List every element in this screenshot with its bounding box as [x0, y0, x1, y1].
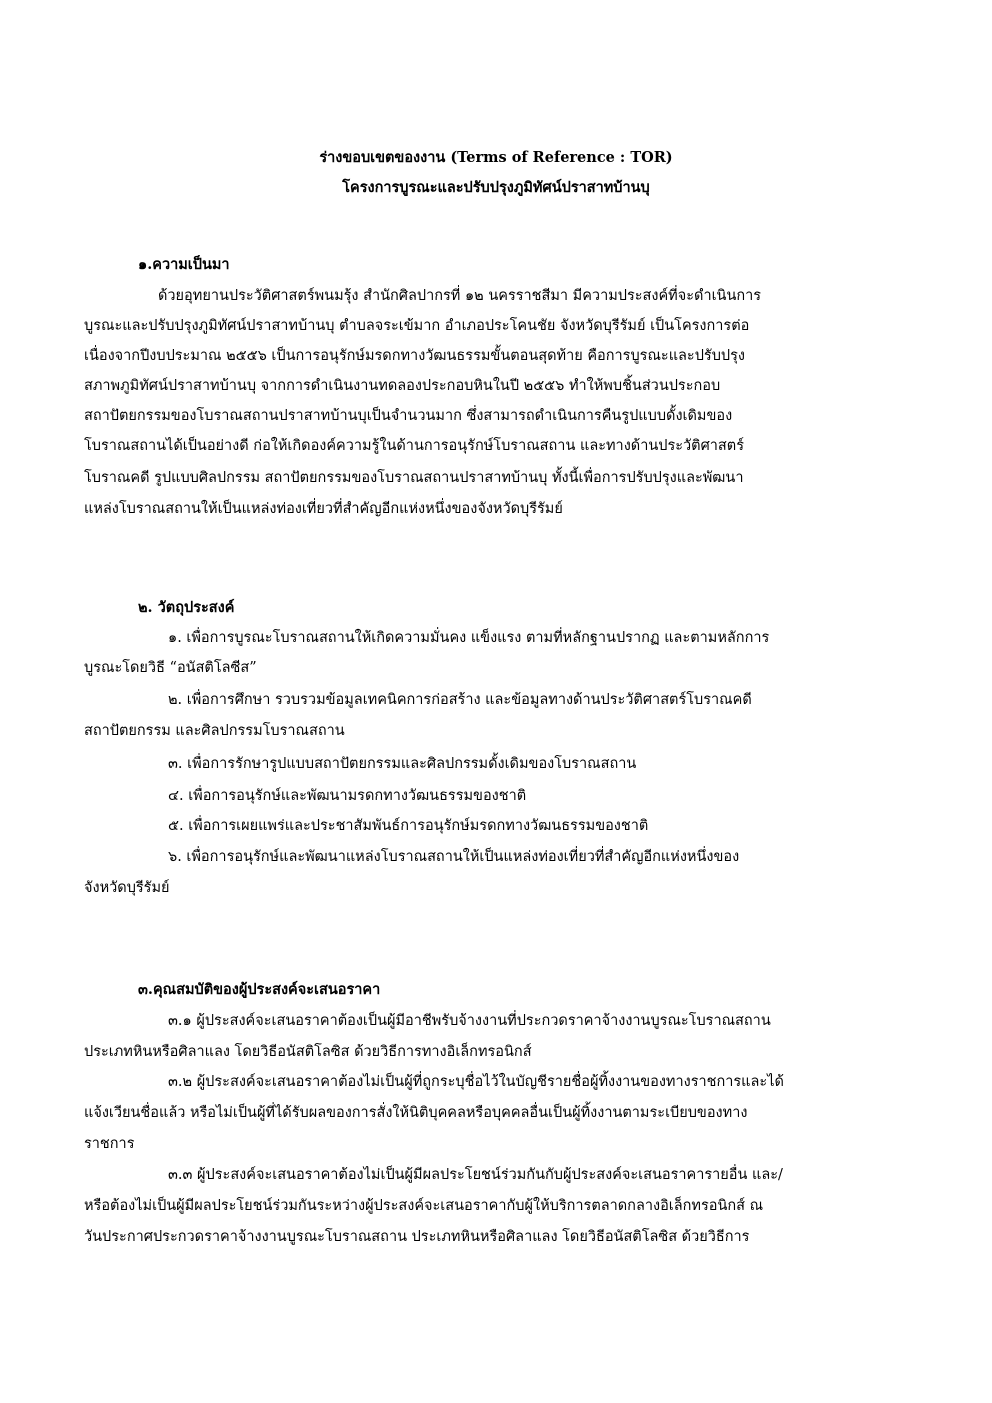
- qualification-item-continuation: วันประกาศประกวดราคาจ้างงานบูรณะโบราณสถาน ประเภทหินหรือศิลาแลง โดยวิธีอนัสติโลซิส ด้วยวิธีการ: [84, 1229, 750, 1245]
- section-1-paragraph-line: สภาพภูมิทัศน์ปราสาทบ้านบุ จากการดำเนินงานทดลองประกอบหินในปี ๒๕๕๖ ทำให้พบชิ้นส่วนประกอบ: [84, 378, 721, 394]
- qualification-item: ๓.๓ ผู้ประสงค์จะเสนอราคาต้องไม่เป็นผู้มีผลประโยชน์ร่วมกันกับผู้ประสงค์จะเสนอราคารายอื่น และ/: [168, 1167, 783, 1183]
- section-3-heading: ๓.คุณสมบัติของผู้ประสงค์จะเสนอราคา: [138, 981, 381, 998]
- section-1-paragraph-line: ด้วยอุทยานประวัติศาสตร์พนมรุ้ง สำนักศิลปากรที่ ๑๒ นครราชสีมา มีความประสงค์ที่จะดำเนินการ: [158, 288, 762, 304]
- objective-item-continuation: สถาปัตยกรรม และศิลปกรรมโบราณสถาน: [84, 723, 345, 739]
- objective-item: ๕. เพื่อการเผยแพร่และประชาสัมพันธ์การอนุรักษ์มรดกทางวัฒนธรรมของชาติ: [168, 818, 649, 834]
- section-1-heading: ๑.ความเป็นมา: [138, 256, 230, 273]
- qualification-item-continuation: หรือต้องไม่เป็นผู้มีผลประโยชน์ร่วมกันระหว่างผู้ประสงค์จะเสนอราคากับผู้ให้บริการตลาดกลางอิเล็กทรอนิกส์ ณ: [84, 1198, 764, 1214]
- section-1-paragraph-line: โบราณคดี รูปแบบศิลปกรรม สถาปัตยกรรมของโบราณสถานปราสาทบ้านบุ ทั้งนี้เพื่อการปรับปรุงและพัฒนา: [84, 470, 744, 486]
- objective-item: ๓. เพื่อการรักษารูปแบบสถาปัตยกรรมและศิลปกรรมดั้งเดิมของโบราณสถาน: [168, 756, 637, 772]
- document-subtitle: โครงการบูรณะและปรับปรุงภูมิทัศน์ปราสาทบ้านบุ: [342, 179, 650, 196]
- section-1-paragraph-line: โบราณสถานได้เป็นอย่างดี ก่อให้เกิดองค์ความรู้ในด้านการอนุรักษ์โบราณสถาน และทางด้านประวัติศาสตร์: [84, 438, 744, 454]
- objective-item-continuation: จังหวัดบุรีรัมย์: [84, 880, 170, 896]
- section-2-heading: ๒. วัตถุประสงค์: [138, 599, 235, 616]
- qualification-item-continuation: ประเภทหินหรือศิลาแลง โดยวิธีอนัสติโลซิส ด้วยวิธีการทางอิเล็กทรอนิกส์: [84, 1044, 532, 1060]
- section-1-paragraph-line: บูรณะและปรับปรุงภูมิทัศน์ปราสาทบ้านบุ ตำบลจระเข้มาก อำเภอประโคนชัย จังหวัดบุรีรัมย์ เป็นโครงการต่อ: [84, 318, 750, 334]
- objective-item: ๒. เพื่อการศึกษา รวบรวมข้อมูลเทคนิคการก่อสร้าง และข้อมูลทางด้านประวัติศาสตร์โบราณคดี: [168, 692, 752, 708]
- objective-item: ๑. เพื่อการบูรณะโบราณสถานให้เกิดความมั่นคง แข็งแรง ตามที่หลักฐานปรากฏ และตามหลักการ: [168, 630, 770, 646]
- qualification-item: ๓.๑ ผู้ประสงค์จะเสนอราคาต้องเป็นผู้มีอาชีพรับจ้างงานที่ประกวดราคาจ้างงานบูรณะโบราณสถาน: [168, 1013, 771, 1029]
- qualification-item-continuation: ราชการ: [84, 1136, 135, 1152]
- section-1-paragraph-line: เนื่องจากปีงบประมาณ ๒๕๕๖ เป็นการอนุรักษ์มรดกทางวัฒนธรรมขั้นตอนสุดท้าย คือการบูรณะและปรับปรุง: [84, 348, 745, 364]
- objective-item: ๖. เพื่อการอนุรักษ์และพัฒนาแหล่งโบราณสถานให้เป็นแหล่งท่องเที่ยวที่สำคัญอีกแห่งหนึ่งของ: [168, 849, 740, 865]
- document-title: ร่างขอบเขตของงาน (Terms of Reference : TOR): [319, 149, 673, 166]
- section-1-paragraph-line: แหล่งโบราณสถานให้เป็นแหล่งท่องเที่ยวที่สำคัญอีกแห่งหนึ่งของจังหวัดบุรีรัมย์: [84, 501, 563, 517]
- objective-item-continuation: บูรณะโดยวิธี “อนัสติโลซีส”: [84, 660, 257, 676]
- qualification-item-continuation: แจ้งเวียนชื่อแล้ว หรือไม่เป็นผู้ที่ได้รับผลของการสั่งให้นิติบุคคลหรือบุคคลอื่นเป็นผู้ทิ้งงานตามระเบียบของทาง: [84, 1105, 748, 1121]
- objective-item: ๔. เพื่อการอนุรักษ์และพัฒนามรดกทางวัฒนธรรมของชาติ: [168, 788, 527, 804]
- qualification-item: ๓.๒ ผู้ประสงค์จะเสนอราคาต้องไม่เป็นผู้ที่ถูกระบุชื่อไว้ในบัญชีรายชื่อผู้ทิ้งงานของทางราชการและได้: [168, 1074, 784, 1090]
- section-1-paragraph-line: สถาปัตยกรรมของโบราณสถานปราสาทบ้านบุเป็นจำนวนมาก ซึ่งสามารถดำเนินการคืนรูปแบบดั้งเดิมของ: [84, 408, 733, 424]
